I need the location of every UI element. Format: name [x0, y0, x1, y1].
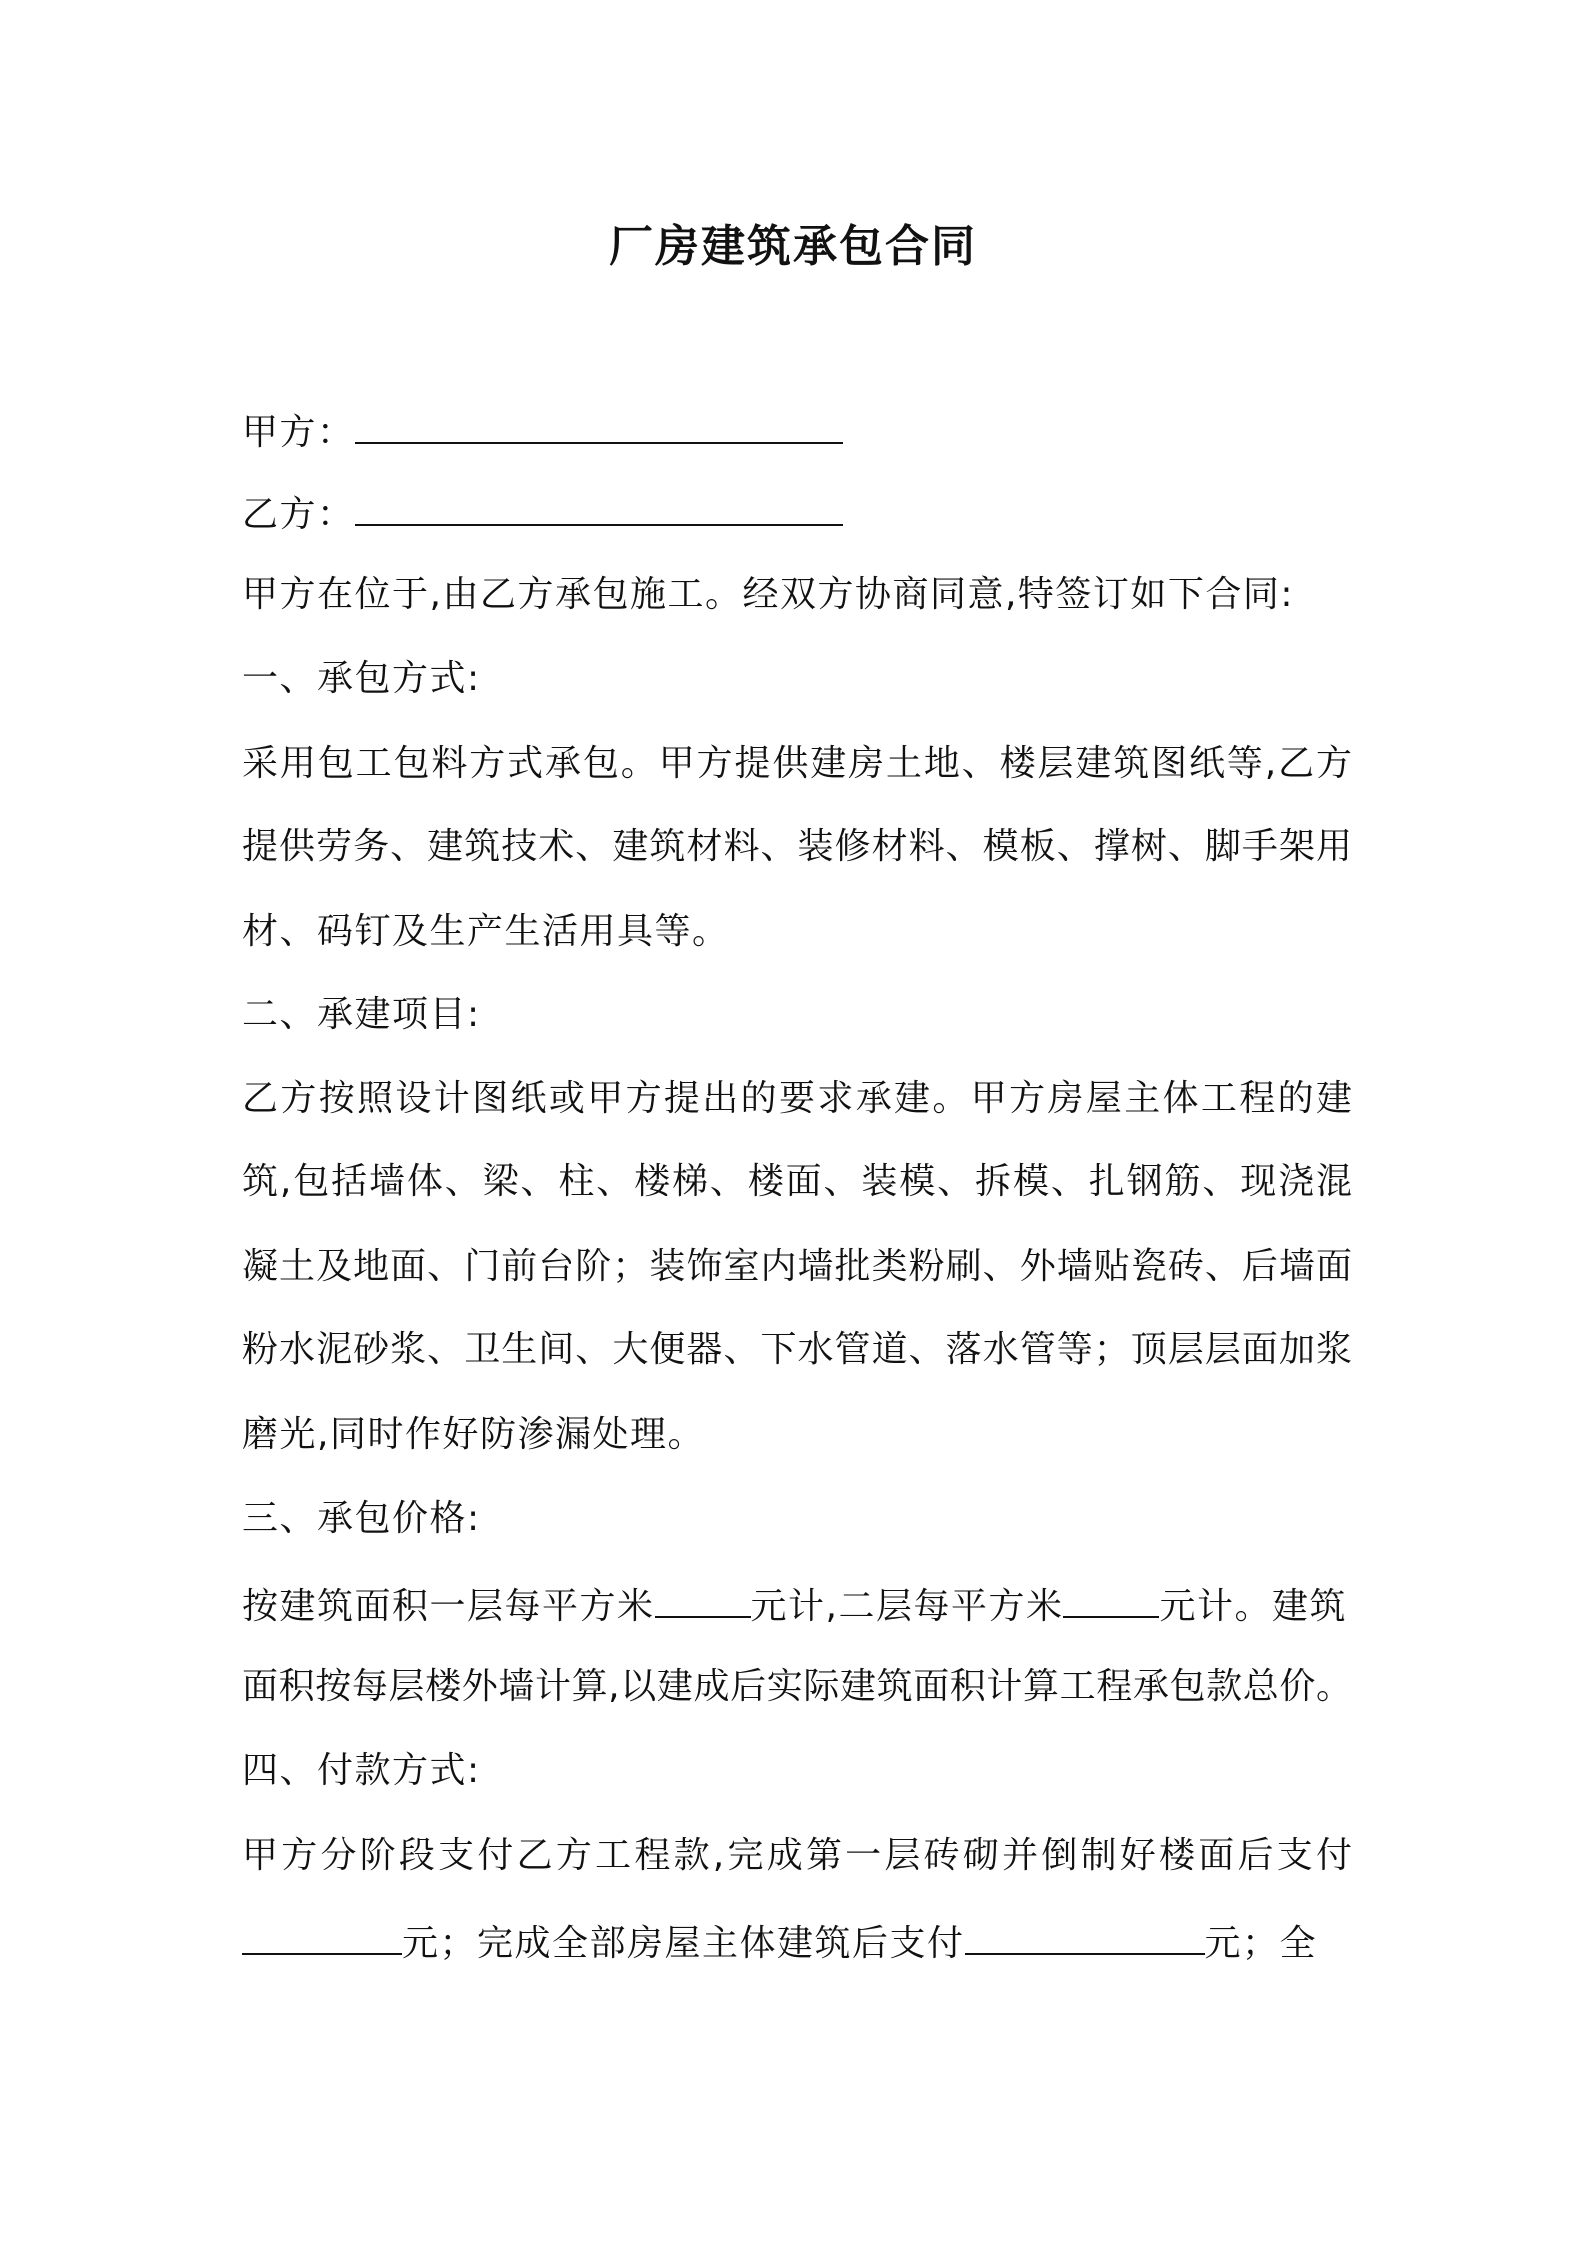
section-2-line-4: 粉水泥砂浆、卫生间、大便器、下水管道、落水管等；顶层层面加浆 [242, 1329, 1352, 1370]
section-2-line-1: 乙方按照设计图纸或甲方提出的要求承建。甲方房屋主体工程的建 [242, 1078, 1352, 1119]
section-1-heading: 一、承包方式: [242, 658, 481, 699]
section-2-line-3: 凝土及地面、门前台阶；装饰室内墙批类粉刷、外墙贴瓷砖、后墙面 [242, 1246, 1352, 1287]
section-1-line-3: 材、码钉及生产生活用具等。 [242, 911, 730, 952]
price-floor-2-blank [1063, 1576, 1159, 1618]
section-1-line-2: 提供劳务、建筑技术、建筑材料、装修材料、模板、撑树、脚手架用 [242, 826, 1352, 867]
party-b-label: 乙方： [242, 494, 355, 535]
section-4-line-1: 甲方分阶段支付乙方工程款,完成第一层砖砌并倒制好楼面后支付 [242, 1835, 1352, 1876]
intro-paragraph: 甲方在位于,由乙方承包施工。经双方协商同意,特签订如下合同: [242, 574, 1295, 615]
payment-1-blank [242, 1913, 402, 1955]
section-4-line-2 [242, 1913, 1317, 1971]
section-2-line-5: 磨光,同时作好防渗漏处理。 [242, 1414, 705, 1455]
payment-text-2: 元；全 [1204, 1923, 1318, 1964]
section-2-heading: 二、承建项目: [242, 994, 481, 1035]
price-text-2: 元计,二层每平方米 [750, 1586, 1064, 1627]
section-2-line-2: 筑,包括墙体、梁、柱、楼梯、楼面、装模、拆模、扎钢筋、现浇混 [242, 1161, 1352, 1202]
section-3-line-2: 面积按每层楼外墙计算,以建成后实际建筑面积计算工程承包款总价。 [242, 1666, 1352, 1707]
price-text-1: 按建筑面积一层每平方米 [242, 1586, 655, 1627]
section-4-heading: 四、付款方式: [242, 1750, 481, 1791]
page-title: 厂房建筑承包合同 [609, 221, 977, 272]
party-b-line [242, 484, 843, 542]
price-text-3: 元计。建筑 [1159, 1586, 1347, 1627]
party-b-blank [355, 484, 843, 526]
price-floor-1-blank [655, 1576, 751, 1618]
section-3-heading: 三、承包价格: [242, 1498, 481, 1539]
section-1-line-1: 采用包工包料方式承包。甲方提供建房土地、楼层建筑图纸等,乙方 [242, 743, 1352, 784]
payment-2-blank [965, 1913, 1205, 1955]
party-a-blank [355, 402, 843, 444]
party-a-label: 甲方： [242, 412, 355, 453]
party-a-line [242, 402, 843, 460]
payment-text-1: 元；完成全部房屋主体建筑后支付 [402, 1923, 965, 1964]
section-3-line-1 [242, 1576, 1347, 1634]
